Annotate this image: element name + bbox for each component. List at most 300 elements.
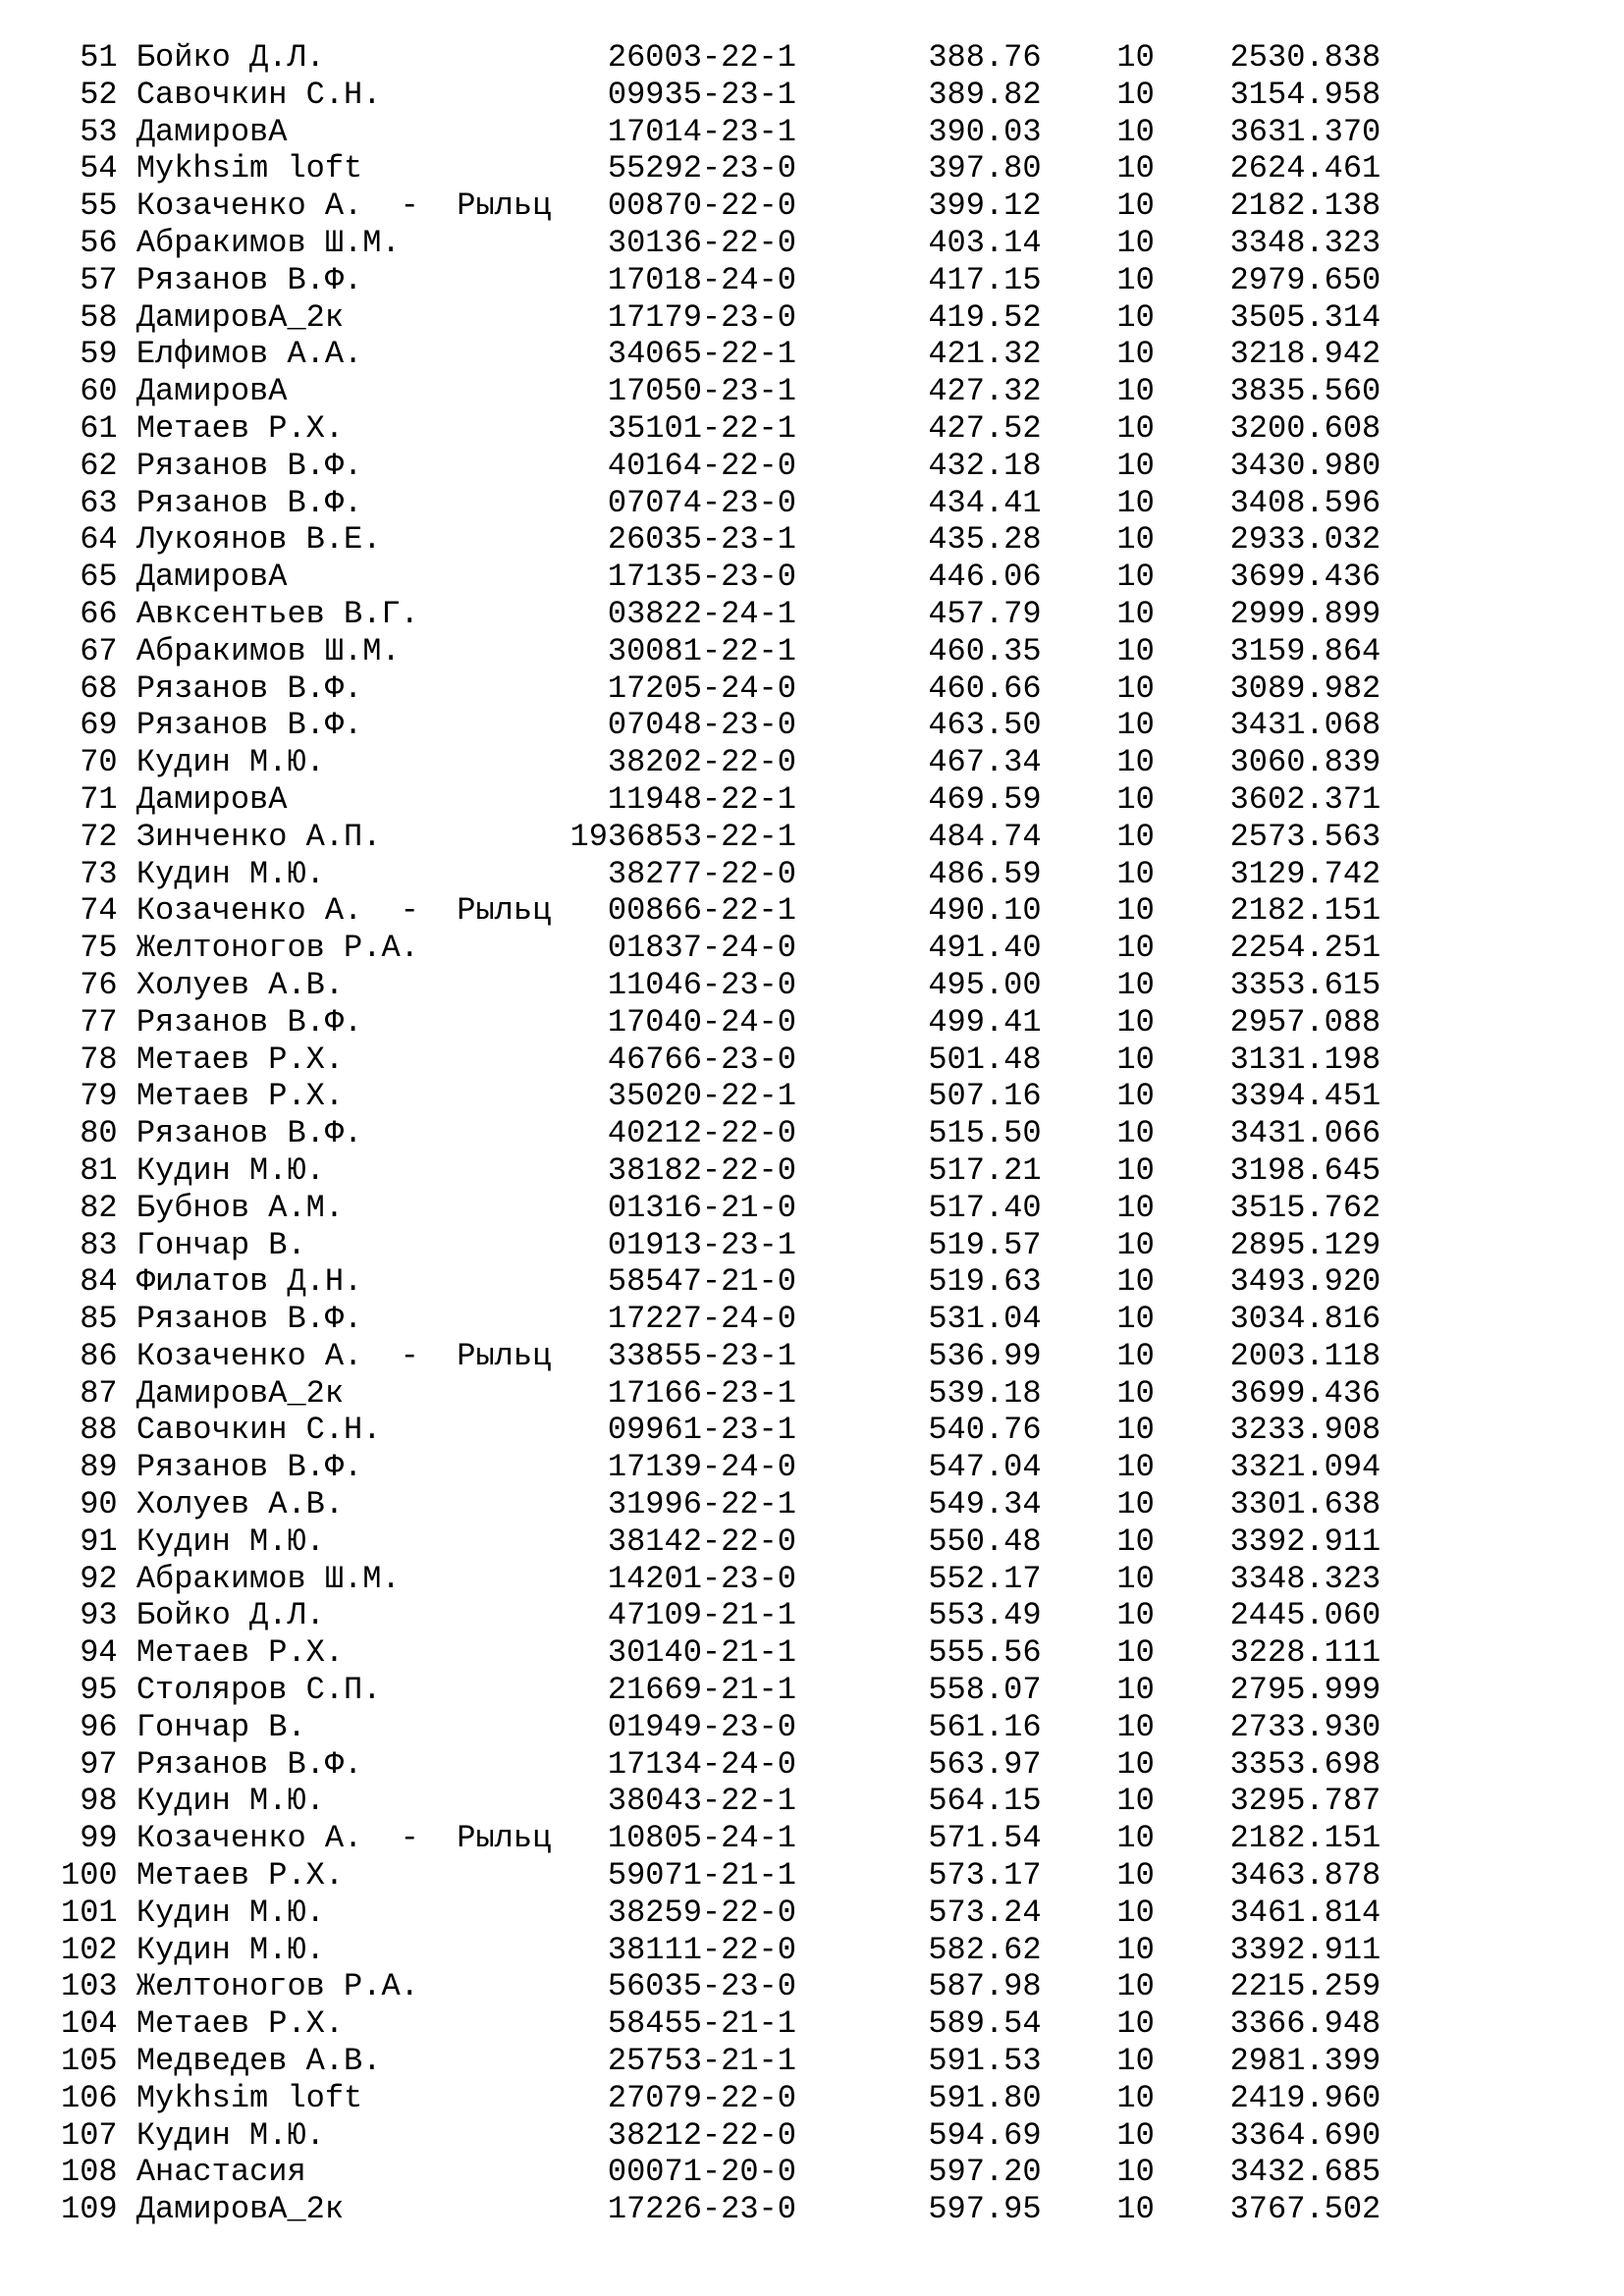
row-index: 104 xyxy=(61,2005,118,2043)
participant-name: Савочкин С.Н. xyxy=(135,1412,382,1449)
row-index: 85 xyxy=(80,1301,118,1338)
total: 2895.129 xyxy=(1229,1226,1381,1263)
participant-name: Абракимов Ш.М. xyxy=(135,1560,401,1597)
quantity: 10 xyxy=(1116,2154,1155,2191)
participant-name: Авксентьев В.Г. xyxy=(135,595,419,632)
name-code-group xyxy=(136,448,796,485)
table-row xyxy=(61,670,1380,708)
table-row xyxy=(61,1190,1380,1227)
participant-name: Кудин М.Ю. xyxy=(135,1894,325,1931)
table-row xyxy=(61,1857,1380,1895)
name-code-group xyxy=(136,521,796,559)
table-row xyxy=(61,596,1380,633)
participant-name: ДамировА xyxy=(135,559,288,596)
quantity: 10 xyxy=(1116,2005,1155,2043)
table-row xyxy=(61,2080,1380,2117)
participant-name: Метаев Р.Х. xyxy=(135,409,345,447)
name-code-group xyxy=(136,2043,796,2080)
quantity: 10 xyxy=(1116,447,1155,484)
quantity: 10 xyxy=(1116,1486,1155,1523)
name-code-group xyxy=(136,2191,796,2228)
table-row xyxy=(61,410,1380,448)
participant-name: Анастасия xyxy=(135,2154,306,2191)
entry-code: 00071-20-0 xyxy=(607,2154,796,2191)
table-row xyxy=(61,373,1380,410)
entry-code: 27079-22-0 xyxy=(607,2079,796,2116)
value: 495.00 xyxy=(928,966,1042,1003)
value: 435.28 xyxy=(928,521,1042,559)
entry-code: 07048-23-0 xyxy=(607,707,796,744)
participant-name: Козаченко А. - Рыльц xyxy=(135,1820,552,1857)
name-code-group xyxy=(136,1115,796,1152)
name-code-group xyxy=(136,781,796,819)
quantity: 10 xyxy=(1116,2116,1155,2154)
name-code-group xyxy=(136,77,796,114)
name-code-group xyxy=(136,1746,796,1784)
value: 558.07 xyxy=(928,1672,1042,1709)
total: 3515.762 xyxy=(1229,1189,1381,1226)
total: 2795.999 xyxy=(1229,1672,1381,1709)
name-code-group xyxy=(136,1004,796,1041)
total: 3505.314 xyxy=(1229,298,1381,336)
participant-name: Кудин М.Ю. xyxy=(135,1151,325,1189)
entry-code: 00866-22-1 xyxy=(607,892,796,930)
name-code-group xyxy=(136,373,796,410)
table-row xyxy=(61,892,1380,930)
value: 517.21 xyxy=(928,1151,1042,1189)
participant-name: Зинченко А.П. xyxy=(135,818,382,855)
entry-code: 03822-24-1 xyxy=(607,595,796,632)
quantity: 10 xyxy=(1116,966,1155,1003)
quantity: 10 xyxy=(1116,1412,1155,1449)
entry-code: 25753-21-1 xyxy=(607,2043,796,2080)
table-row xyxy=(61,1486,1380,1523)
table-row xyxy=(61,707,1380,744)
participant-name: Кудин М.Ю. xyxy=(135,1522,325,1560)
quantity: 10 xyxy=(1116,1894,1155,1931)
total: 2215.259 xyxy=(1229,1968,1381,2005)
participant-name: Рязанов В.Ф. xyxy=(135,261,363,298)
row-index: 98 xyxy=(80,1783,118,1820)
entry-code: 11046-23-0 xyxy=(607,966,796,1003)
participant-name: Рязанов В.Ф. xyxy=(135,1003,363,1041)
entry-code: 07074-23-0 xyxy=(607,484,796,521)
entry-code: 17227-24-0 xyxy=(607,1301,796,1338)
value: 594.69 xyxy=(928,2116,1042,2154)
name-code-group xyxy=(136,1041,796,1079)
name-code-group xyxy=(136,670,796,708)
table-row xyxy=(61,744,1380,781)
name-code-group xyxy=(136,1932,796,1969)
value: 517.40 xyxy=(928,1189,1042,1226)
participant-name: Рязанов В.Ф. xyxy=(135,447,363,484)
table-row xyxy=(61,633,1380,670)
value: 388.76 xyxy=(928,39,1042,76)
row-index: 67 xyxy=(80,632,118,669)
row-index: 78 xyxy=(80,1041,118,1078)
row-index: 62 xyxy=(80,447,118,484)
quantity: 10 xyxy=(1116,1672,1155,1709)
quantity: 10 xyxy=(1116,224,1155,261)
name-code-group xyxy=(136,1152,796,1190)
total: 3431.066 xyxy=(1229,1115,1381,1152)
total: 2981.399 xyxy=(1229,2043,1381,2080)
quantity: 10 xyxy=(1116,39,1155,76)
value: 403.14 xyxy=(928,224,1042,261)
participant-name: Рязанов В.Ф. xyxy=(135,1449,363,1486)
row-index: 89 xyxy=(80,1449,118,1486)
total: 3198.645 xyxy=(1229,1151,1381,1189)
total: 3461.814 xyxy=(1229,1894,1381,1931)
participant-name: Столяров С.П. xyxy=(135,1672,382,1709)
total: 3348.323 xyxy=(1229,1560,1381,1597)
total: 2624.461 xyxy=(1229,150,1381,187)
row-index: 79 xyxy=(80,1078,118,1115)
participant-name: Савочкин С.Н. xyxy=(135,76,382,113)
value: 507.16 xyxy=(928,1078,1042,1115)
name-code-group xyxy=(136,225,796,262)
entry-code: 26035-23-1 xyxy=(607,521,796,559)
name-code-group xyxy=(136,707,796,744)
row-index: 61 xyxy=(80,409,118,447)
row-index: 91 xyxy=(80,1522,118,1560)
value: 463.50 xyxy=(928,707,1042,744)
total: 2254.251 xyxy=(1229,930,1381,967)
row-index: 63 xyxy=(80,484,118,521)
name-code-group xyxy=(136,262,796,299)
table-row xyxy=(61,1968,1380,2005)
name-code-group xyxy=(136,1561,796,1598)
row-index: 52 xyxy=(80,76,118,113)
row-index: 94 xyxy=(80,1634,118,1672)
participant-name: Метаев Р.Х. xyxy=(135,1634,345,1672)
quantity: 10 xyxy=(1116,1968,1155,2005)
value: 519.63 xyxy=(928,1263,1042,1301)
name-code-group xyxy=(136,819,796,856)
table-row xyxy=(61,1263,1380,1301)
value: 457.79 xyxy=(928,595,1042,632)
row-index: 107 xyxy=(61,2116,118,2154)
quantity: 10 xyxy=(1116,187,1155,225)
value: 486.59 xyxy=(928,855,1042,892)
participant-name: ДамировА_2к xyxy=(135,2191,345,2228)
value: 573.24 xyxy=(928,1894,1042,1931)
name-code-group xyxy=(136,39,796,77)
value: 563.97 xyxy=(928,1745,1042,1783)
value: 539.18 xyxy=(928,1374,1042,1412)
entry-code: 00870-22-0 xyxy=(607,187,796,225)
entry-code: 30136-22-0 xyxy=(607,224,796,261)
total: 3430.980 xyxy=(1229,447,1381,484)
value: 421.32 xyxy=(928,336,1042,373)
quantity: 10 xyxy=(1116,1151,1155,1189)
name-code-group xyxy=(136,1968,796,2005)
participant-name: Холуев А.В. xyxy=(135,966,345,1003)
row-index: 101 xyxy=(61,1894,118,1931)
row-index: 87 xyxy=(80,1374,118,1412)
quantity: 10 xyxy=(1116,373,1155,410)
value: 467.34 xyxy=(928,744,1042,781)
total: 3432.685 xyxy=(1229,2154,1381,2191)
name-code-group xyxy=(136,150,796,187)
row-index: 77 xyxy=(80,1003,118,1041)
quantity: 10 xyxy=(1116,1522,1155,1560)
table-row xyxy=(61,1375,1380,1413)
table-row xyxy=(61,77,1380,114)
quantity: 10 xyxy=(1116,1189,1155,1226)
total: 3699.436 xyxy=(1229,1374,1381,1412)
participant-name: Гончар В. xyxy=(135,1708,306,1745)
table-row xyxy=(61,150,1380,187)
name-code-group xyxy=(136,1783,796,1820)
quantity: 10 xyxy=(1116,1337,1155,1374)
quantity: 10 xyxy=(1116,2043,1155,2080)
row-index: 65 xyxy=(80,559,118,596)
quantity: 10 xyxy=(1116,632,1155,669)
entry-code: 17226-23-0 xyxy=(607,2191,796,2228)
value: 417.15 xyxy=(928,261,1042,298)
entry-code: 38182-22-0 xyxy=(607,1151,796,1189)
total: 3392.911 xyxy=(1229,1931,1381,1968)
quantity: 10 xyxy=(1116,150,1155,187)
quantity: 10 xyxy=(1116,1931,1155,1968)
name-code-group xyxy=(136,2005,796,2043)
row-index: 58 xyxy=(80,298,118,336)
name-code-group xyxy=(136,2154,796,2191)
quantity: 10 xyxy=(1116,1374,1155,1412)
table-row xyxy=(61,1561,1380,1598)
row-index: 55 xyxy=(80,187,118,225)
participant-name: Кудин М.Ю. xyxy=(135,2116,325,2154)
entry-code: 38111-22-0 xyxy=(607,1931,796,1968)
table-row xyxy=(61,559,1380,596)
table-row xyxy=(61,1449,1380,1486)
total: 2933.032 xyxy=(1229,521,1381,559)
row-index: 71 xyxy=(80,780,118,818)
row-index: 72 xyxy=(80,818,118,855)
value: 397.80 xyxy=(928,150,1042,187)
entry-code: 58547-21-0 xyxy=(607,1263,796,1301)
quantity: 10 xyxy=(1116,336,1155,373)
value: 399.12 xyxy=(928,187,1042,225)
value: 564.15 xyxy=(928,1783,1042,1820)
table-row xyxy=(61,1227,1380,1264)
table-row xyxy=(61,114,1380,151)
total: 3200.608 xyxy=(1229,409,1381,447)
table-row xyxy=(61,225,1380,262)
total: 3321.094 xyxy=(1229,1449,1381,1486)
entry-code: 01949-23-0 xyxy=(607,1708,796,1745)
table-row xyxy=(61,1932,1380,1969)
entry-code: 38142-22-0 xyxy=(607,1522,796,1560)
entry-code: 17134-24-0 xyxy=(607,1745,796,1783)
value: 531.04 xyxy=(928,1301,1042,1338)
row-index: 75 xyxy=(80,930,118,967)
row-index: 57 xyxy=(80,261,118,298)
row-index: 81 xyxy=(80,1151,118,1189)
value: 591.80 xyxy=(928,2079,1042,2116)
table-row xyxy=(61,781,1380,819)
name-code-group xyxy=(136,410,796,448)
entry-code: 17050-23-1 xyxy=(607,373,796,410)
quantity: 10 xyxy=(1116,1115,1155,1152)
row-index: 73 xyxy=(80,855,118,892)
entry-code: 09935-23-1 xyxy=(607,76,796,113)
participant-name: ДамировА_2к xyxy=(135,298,345,336)
row-index: 54 xyxy=(80,150,118,187)
quantity: 10 xyxy=(1116,1226,1155,1263)
value: 427.52 xyxy=(928,409,1042,447)
quantity: 10 xyxy=(1116,707,1155,744)
name-code-group xyxy=(136,1227,796,1264)
name-code-group xyxy=(136,1857,796,1895)
total: 3060.839 xyxy=(1229,744,1381,781)
table-row xyxy=(61,187,1380,225)
total: 3699.436 xyxy=(1229,559,1381,596)
row-index: 69 xyxy=(80,707,118,744)
table-row xyxy=(61,856,1380,893)
total: 3089.982 xyxy=(1229,669,1381,707)
name-code-group xyxy=(136,336,796,373)
quantity: 10 xyxy=(1116,298,1155,336)
participant-name: Рязанов В.Ф. xyxy=(135,1301,363,1338)
table-row xyxy=(61,448,1380,485)
row-index: 93 xyxy=(80,1597,118,1634)
entry-code: 09961-23-1 xyxy=(607,1412,796,1449)
quantity: 10 xyxy=(1116,1263,1155,1301)
row-index: 108 xyxy=(61,2154,118,2191)
report-page xyxy=(61,39,1380,2228)
table-row xyxy=(61,262,1380,299)
table-row xyxy=(61,1783,1380,1820)
row-index: 70 xyxy=(80,744,118,781)
name-code-group xyxy=(136,114,796,151)
participant-name: Филатов Д.Н. xyxy=(135,1263,363,1301)
value: 553.49 xyxy=(928,1597,1042,1634)
entry-code: 11948-22-1 xyxy=(607,780,796,818)
name-code-group xyxy=(136,1375,796,1413)
total: 3129.742 xyxy=(1229,855,1381,892)
name-code-group xyxy=(136,1412,796,1449)
quantity: 10 xyxy=(1116,1708,1155,1745)
participant-name: Кудин М.Ю. xyxy=(135,1783,325,1820)
row-index: 51 xyxy=(80,39,118,76)
row-index: 105 xyxy=(61,2043,118,2080)
total: 2182.151 xyxy=(1229,892,1381,930)
name-code-group xyxy=(136,1672,796,1709)
quantity: 10 xyxy=(1116,2079,1155,2116)
quantity: 10 xyxy=(1116,409,1155,447)
name-code-group xyxy=(136,1301,796,1338)
participant-name: Козаченко А. - Рыльц xyxy=(135,1337,552,1374)
table-row xyxy=(61,1746,1380,1784)
entry-code: 35020-22-1 xyxy=(607,1078,796,1115)
row-index: 76 xyxy=(80,966,118,1003)
value: 419.52 xyxy=(928,298,1042,336)
entry-code: 30081-22-1 xyxy=(607,632,796,669)
total: 2445.060 xyxy=(1229,1597,1381,1634)
entry-code: 33855-23-1 xyxy=(607,1337,796,1374)
quantity: 10 xyxy=(1116,76,1155,113)
participant-name: ДамировА xyxy=(135,113,288,150)
participant-name: Гончар В. xyxy=(135,1226,306,1263)
value: 597.95 xyxy=(928,2191,1042,2228)
row-index: 84 xyxy=(80,1263,118,1301)
table-row xyxy=(61,1301,1380,1338)
total: 3295.787 xyxy=(1229,1783,1381,1820)
entry-code: 38212-22-0 xyxy=(607,2116,796,2154)
table-row xyxy=(61,485,1380,522)
entry-code: 34065-22-1 xyxy=(607,336,796,373)
table-row xyxy=(61,1115,1380,1152)
name-code-group xyxy=(136,856,796,893)
entry-code: 40212-22-0 xyxy=(607,1115,796,1152)
participant-name: Метаев Р.Х. xyxy=(135,2005,345,2043)
row-index: 80 xyxy=(80,1115,118,1152)
table-row xyxy=(61,2154,1380,2191)
table-row xyxy=(61,1004,1380,1041)
name-code-group xyxy=(136,967,796,1004)
value: 591.53 xyxy=(928,2043,1042,2080)
table-row xyxy=(61,1523,1380,1561)
entry-code: 17018-24-0 xyxy=(607,261,796,298)
total: 2182.151 xyxy=(1229,1820,1381,1857)
entry-code: 17205-24-0 xyxy=(607,669,796,707)
table-row xyxy=(61,2191,1380,2228)
total: 3431.068 xyxy=(1229,707,1381,744)
quantity: 10 xyxy=(1116,1783,1155,1820)
quantity: 10 xyxy=(1116,1301,1155,1338)
quantity: 10 xyxy=(1116,1449,1155,1486)
quantity: 10 xyxy=(1116,1078,1155,1115)
table-row xyxy=(61,2117,1380,2155)
total: 3364.690 xyxy=(1229,2116,1381,2154)
entry-code: 01913-23-1 xyxy=(607,1226,796,1263)
value: 571.54 xyxy=(928,1820,1042,1857)
total: 3463.878 xyxy=(1229,1857,1381,1895)
name-code-group xyxy=(136,1449,796,1486)
participant-name: Козаченко А. - Рыльц xyxy=(135,892,552,930)
table-row xyxy=(61,1820,1380,1857)
name-code-group xyxy=(136,1486,796,1523)
value: 555.56 xyxy=(928,1634,1042,1672)
row-index: 97 xyxy=(80,1745,118,1783)
table-row xyxy=(61,1338,1380,1375)
participant-name: Бубнов А.М. xyxy=(135,1189,345,1226)
row-index: 56 xyxy=(80,224,118,261)
quantity: 10 xyxy=(1116,1003,1155,1041)
name-code-group xyxy=(136,187,796,225)
total: 2957.088 xyxy=(1229,1003,1381,1041)
quantity: 10 xyxy=(1116,261,1155,298)
row-index: 100 xyxy=(61,1857,118,1895)
table-row xyxy=(61,1672,1380,1709)
value: 501.48 xyxy=(928,1041,1042,1078)
table-row xyxy=(61,819,1380,856)
value: 561.16 xyxy=(928,1708,1042,1745)
quantity: 10 xyxy=(1116,595,1155,632)
entry-code: 26003-22-1 xyxy=(607,39,796,76)
total: 3767.502 xyxy=(1229,2191,1381,2228)
table-row xyxy=(61,521,1380,559)
table-row xyxy=(61,39,1380,77)
total: 2979.650 xyxy=(1229,261,1381,298)
row-index: 60 xyxy=(80,373,118,410)
total: 3394.451 xyxy=(1229,1078,1381,1115)
value: 587.98 xyxy=(928,1968,1042,2005)
total: 3353.698 xyxy=(1229,1745,1381,1783)
participant-name: Абракимов Ш.М. xyxy=(135,632,401,669)
